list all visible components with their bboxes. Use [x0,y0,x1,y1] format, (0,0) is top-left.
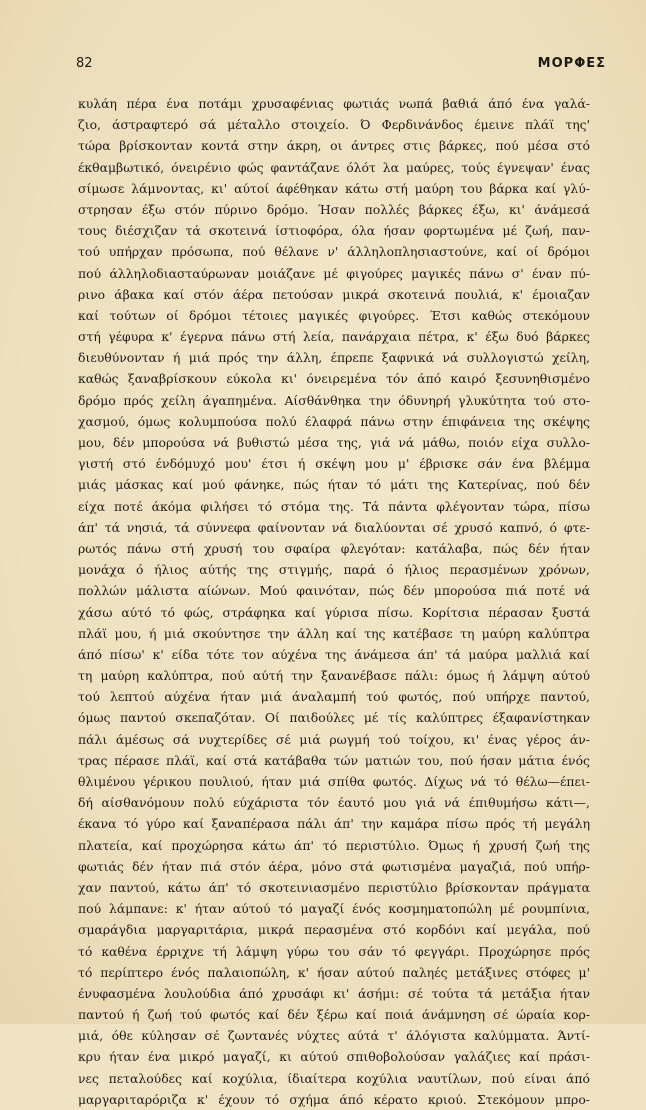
text-line: μονάχα ό ήλιος αύτής της στιγμής, παρά ό ήλιος περασμένων χρόνων, [78,562,590,578]
text-line: όμως παντού σκεπαζόταν. Οί παιδούλες μέ τίς καλύπτρες έξαφανίστηκαν [78,710,590,726]
text-line: μαργαριταρόριζα κ' έχουν τό σχήμα άπό κέρατο κριού. Στεκόμουν μπρο- [78,1091,590,1107]
text-line: πού λάμπανε: κ' ήταν αύτού τό μαγαζί ένός κοσμηματοπώλη μέ ρουμπίνια, [78,901,590,917]
text-line: κυλάη πέρα ένα ποτάμι χρυσαφένιας φωτιάς νωπά βαθιά άπό ένα γαλά- [78,96,590,111]
text-line: τη μαύρη καλύπτρα, πού αύτή την ξανανέβασε πάλι: όμως ή λάμψη αύτού [78,668,590,684]
text-line: τρας πέρασε πλάϊ, καί στά κατάβαθα τών ματιών του, πού ήσαν μάτια ένός [78,752,590,768]
text-line: είχα ποτέ άκόμα φιλήσει τό στόμα της. Τά πάντα φλέγονταν τώρα, πίσω [78,498,590,514]
text-line: κρυ ήταν ένα μικρό μαγαζί, κι αύτού σπιθοβολούσαν γαλάζιες καί πράσι- [78,1049,590,1065]
text-line: μου, δέν μπορούσα νά βυθιστώ μέσα της, γιά νά μάθω, ποιόν είχα συλλο- [78,435,590,450]
page-number: 82 [76,56,93,71]
text-line: πλατεία, καί προχώρησα κάτω άπ' τό περιστύλιο. Όμως ή χρυσή ζωή της [78,837,590,853]
text-line: έκανα τό γύρο καί ξαναπέρασα πάλι άπ' την καμάρα πίσω πρός τή μεγάλη [78,816,590,832]
text-line: ρινο άβακα καί στόν άέρα πετούσαν μικρά σκοτεινά πουλιά, κ' έμοιαζαν [78,286,590,302]
running-title: ΜΟΡΦΕΣ [537,56,606,71]
text-line: χασμού, όμως κολυμπούσα πολύ έλαφρά πάνω στην έπιφάνεια της σκέψης [78,413,590,429]
text-line: χάσω αύτό τό φώς, στράφηκα καί γύρισα πίσω. Κορίτσια πέρασαν ξυστά [78,604,590,620]
page-header [76,56,606,76]
text-line: δή αίσθανόμουν πολύ εύχάριστα τόν έαυτό μου γιά νά έπιθυμήσω κάτι—, [78,795,590,811]
text-line: καί τούτων οί δρόμοι τέτοιες μαγικές φιγούρες. Έτσι καθώς στεκόμουν [78,307,590,323]
text-line: σίμωσε λάμνοντας, κι' αύτοί άφέθηκαν κάτω στή μαύρη του βάρκα καί γλύ- [78,180,590,196]
text-line: τό περίπτερο ένός παλαιοπώλη, κ' ήσαν αύτού παληές μετάξινες στόφες μ' [78,964,590,980]
text-line: τό καθένα έρριχνε τή λάμψη γύρω του σάν τό φεγγάρι. Προχώρησε πρός [78,943,590,959]
text-line: πλάϊ μου, ή μιά σκούντησε την άλλη καί της κατέβασε τη μαύρη καλύπτρα [78,625,590,641]
text-line: ρωτός πάνω στή χρυσή του σφαίρα φλεγόταν: κατάλαβα, πώς δέν ήταν [78,540,590,556]
body-text [78,93,590,1110]
text-line: χαν παντού, κάτω άπ' τό σκοτεινιασμένο περιστύλιο βρίσκονταν πράγματα [78,879,590,895]
text-line: ένυφασμένα λουλούδια άπό χρυσάφι κι' άσήμι: σέ τούτα τά μετάξια ήταν [78,985,590,1001]
text-line: μιάς μάσκας καί μού φάνηκε, πώς ήταν τό μάτι της Κατερίνας, πού δέν [78,477,590,493]
text-line: στή γέφυρα κ' έγερνα πάνω στή λεία, πανάρχαια πέτρα, κ' έξω δυό βάρκες [78,329,590,345]
text-line: πάλι άμέσως σά νυχτερίδες σέ μιά ρωγμή τού τοίχου, κι' ένας γέρος άν- [78,731,590,747]
text-line: ζιο, άστραφτερό σά μέταλλο στοιχείο. Ό Φερδινάνδος έμεινε πλάϊ της' [78,117,590,133]
text-line: άπό πίσω' κ' είδα τότε τον αύχένα της άνάμεσα άπ' τά μαύρα μαλλιά καί [78,646,590,662]
text-line: στρησαν έξω στόν πύρινο δρόμο. Ήσαν πολλές βάρκες έξω, κι' άνάμεσά [78,201,590,217]
text-line: τους διέσχιζαν τά σκοτεινά ίστιοφόρα, όλα ήσαν φορτωμένα μέ ζωή, παν- [78,223,590,239]
text-line: σμαράγδια μαργαριτάρια, μικρά περασμένα στό κορδόνι καί μεγάλα, πού [78,922,590,938]
text-line: τώρα βρίσκονταν κοντά στην άκρη, οι άντρες στις βάρκες, πού μέσα στό [78,138,590,154]
text-line: θλιμένου γέρικου πουλιού, ήταν μιά σπίθα φωτός. Δίχως νά τό θέλω—έπει- [78,774,590,789]
text-line: πολλών μάλιστα αίώνων. Μού φαινόταν, πώς δέν μπορούσα πιά ποτέ νά [78,583,590,599]
text-line: δρόμο πρός χείλη άγαπημένα. Αίσθάνθηκα την όδυνηρή γλυκύτητα τού στο- [78,392,590,408]
text-line: φωτιάς δέν ήταν πιά στόν άέρα, μόνο στά φωτισμένα μαγαζιά, πού υπήρ- [78,858,590,874]
text-line: γιστή στό ένδόμυχό μου' έτσι ή σκέψη μου μ' έβρισκε σάν ένα βλέμμα [78,456,590,472]
text-line: έκθαμβωτικό, όνειρένιο φώς φαντάζανε όλότ λα μαύρες, τούς έγνεψαν' ένας [78,159,590,175]
text-line: διευθύνονταν ή μιά πρός την άλλη, έπρεπε ξαφνικά νά συλλογιστώ χείλη, [78,350,590,366]
text-line: παντού ή ζωή τού φωτός καί δέν ξέρω καί ποιά άνάμνηση σέ ώραία κορ- [78,1007,590,1023]
text-line: τού λεπτού αύχένα ήταν μιά άναλαμπή τού φωτός, πού υπήρχε παντού, [78,689,590,705]
text-line: μιά, όθε κύλησαν σέ ζωντανές νύχτες αύτά τ' άλόγιστα καλύμματα. Άντί- [78,1028,590,1044]
text-line: άπ' τά νησιά, τά σύννεφα φαίνονταν νά διαλύονται σέ χρυσό καπνό, ό φτε- [78,519,590,535]
text-line: πού άλληλοδιασταύρωναν μοιάζανε μέ φιγούρες μαγικές πάνω σ' έναν πύ- [78,265,590,281]
text-line: νες πεταλούδες καί κοχύλια, ίδιαίτερα κοχύλια ναυτίλων, πού είναι άπό [78,1070,590,1086]
text-line: τού υπήρχαν πρόσωπα, πού θέλανε ν' άλληλοπλησιαστούνε, καί οί δρόμοι [78,244,590,260]
text-line: καθώς ξαναβρίσκουν εύκολα κι' όνειρεμένα τόν άπό καιρό ξεσυνηθισμένο [78,371,590,387]
